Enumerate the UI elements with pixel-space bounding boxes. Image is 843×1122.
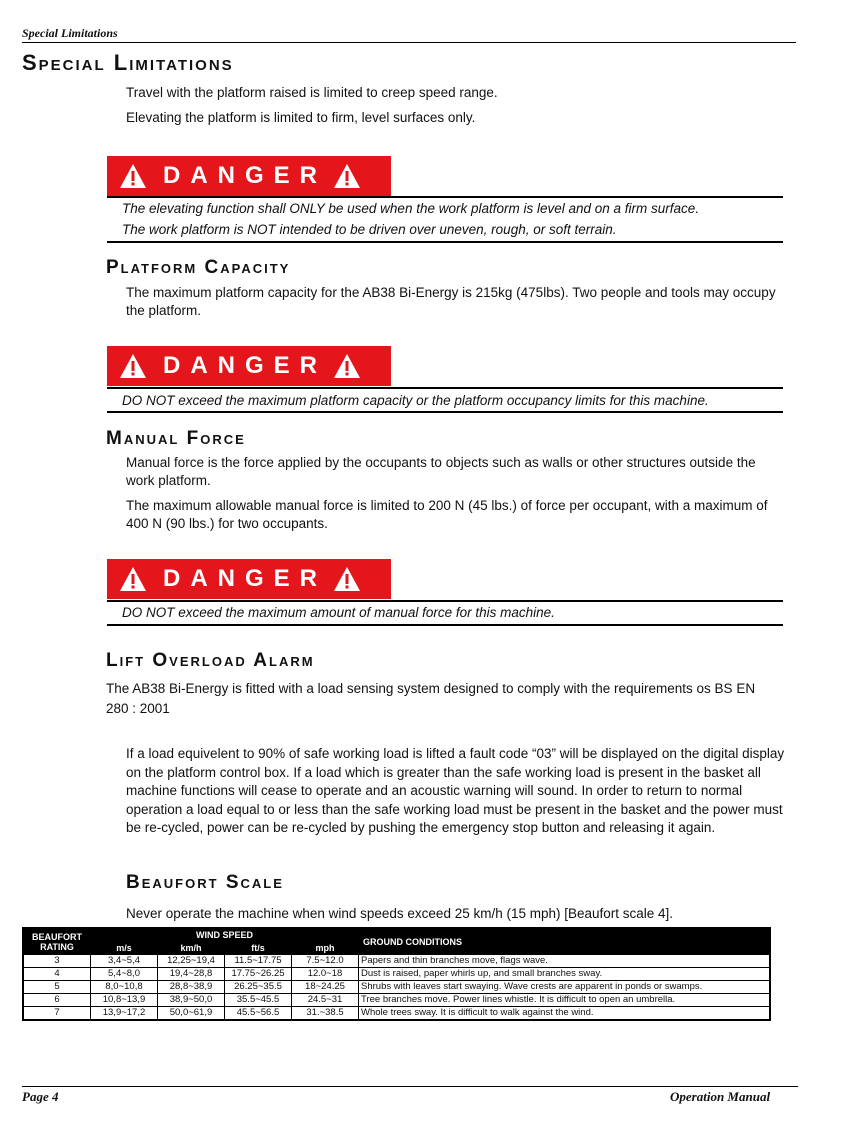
manual-force-p1: Manual force is the force applied by the occupants to objects such as walls or other structures outside the work platform. — [126, 455, 756, 488]
section-heading-lift-overload: Lift Overload Alarm — [106, 650, 315, 671]
header-rating-line1: BEAUFORT — [32, 931, 82, 942]
danger1-line2: The work platform is NOT intended to be driven over uneven, rough, or soft terrain. — [122, 222, 617, 237]
table-row — [23, 981, 770, 994]
beaufort-table — [22, 927, 771, 1021]
section-heading-platform-capacity: Platform Capacity — [106, 257, 291, 278]
danger-banner-2 — [107, 346, 391, 386]
platform-capacity-text: The maximum platform capacity for the AB38 Bi-Energy is 215kg (475lbs). Two people and tools may occupy the platform. — [126, 285, 776, 318]
table-header-ground-conditions: GROUND CONDITIONS — [359, 928, 771, 955]
danger-rule-bottom — [107, 241, 783, 243]
beaufort-table-wrap — [22, 927, 771, 1021]
table-header-unit: m/s — [91, 942, 158, 955]
header-rating-line2: RATING — [40, 941, 74, 952]
table-header-wind-speed: WIND SPEED — [91, 928, 359, 942]
table-cell: 5 — [23, 981, 91, 994]
danger-banner-3 — [107, 559, 391, 599]
table-cell: 8,0~10,8 — [91, 981, 158, 994]
table-cell: 31.~38.5 — [292, 1007, 359, 1021]
table-row — [23, 1007, 770, 1021]
danger-label: DANGER — [163, 565, 328, 592]
danger-rule-bottom — [107, 624, 783, 626]
table-cell: 38,9~50,0 — [158, 994, 225, 1007]
intro-p2: Elevating the platform is limited to firm, level surfaces only. — [126, 110, 476, 125]
table-cell: Shrubs with leaves start swaying. Wave crests are apparent in ponds or swamps. — [359, 981, 771, 994]
table-cell: 3,4~5,4 — [91, 955, 158, 968]
warning-triangle-icon — [119, 353, 147, 379]
lift-overload-p2: If a load equivelent to 90% of safe working load is lifted a fault code “03” will be displayed on the digital display on the platform control box. If a load which is greater than the safe working load is present in the basket all machine functions will cease to operate and an acoustic warning will sound. In order to return to normal operation a load equal to or less than the safe working load must be present in the basket and the power must be re-cycled, power can be re-cycled by pushing the emergency stop button and releasing it again. — [126, 746, 785, 835]
table-cell: 12.0~18 — [292, 968, 359, 981]
table-cell: Whole trees sway. It is difficult to walk against the wind. — [359, 1007, 771, 1021]
danger-label: DANGER — [163, 162, 328, 189]
table-cell: 11.5~17.75 — [225, 955, 292, 968]
page-number: Page 4 — [22, 1089, 59, 1104]
table-cell: 19,4~28,8 — [158, 968, 225, 981]
warning-triangle-icon — [333, 163, 361, 189]
table-cell: 10,8~13,9 — [91, 994, 158, 1007]
page-title: Special Limitations — [22, 50, 234, 75]
danger-label: DANGER — [163, 352, 328, 379]
intro-p1: Travel with the platform raised is limited to creep speed range. — [126, 85, 498, 100]
table-cell: 12,25~19,4 — [158, 955, 225, 968]
section-heading-manual-force: Manual Force — [106, 428, 246, 449]
danger3-line1: DO NOT exceed the maximum amount of manual force for this machine. — [122, 605, 555, 620]
table-header-unit: mph — [292, 942, 359, 955]
danger-rule-bottom — [107, 411, 783, 413]
danger2-line1: DO NOT exceed the maximum platform capacity or the platform occupancy limits for this machine. — [122, 393, 709, 408]
footer-rule — [22, 1086, 798, 1087]
footer-manual-title: Operation Manual — [670, 1089, 771, 1104]
table-cell: 7.5~12.0 — [292, 955, 359, 968]
danger1-line1: The elevating function shall ONLY be used when the work platform is level and on a firm surface. — [122, 201, 700, 216]
beaufort-text: Never operate the machine when wind speeds exceed 25 km/h (15 mph) [Beaufort scale 4]. — [126, 906, 674, 921]
manual-force-p2: The maximum allowable manual force is limited to 200 N (45 lbs.) of force per occupant, with a maximum of 400 N (90 lbs.) for two occupants. — [126, 498, 768, 531]
table-cell: 7 — [23, 1007, 91, 1021]
table-cell: 6 — [23, 994, 91, 1007]
running-header: Special Limitations — [22, 26, 118, 40]
table-cell: 13,9~17,2 — [91, 1007, 158, 1021]
table-header-unit: km/h — [158, 942, 225, 955]
table-cell: 50,0~61,9 — [158, 1007, 225, 1021]
warning-triangle-icon — [119, 163, 147, 189]
danger-banner-1 — [107, 156, 391, 196]
header-rule — [22, 42, 796, 43]
table-cell: Papers and thin branches move, flags wave. — [359, 955, 771, 968]
table-header-rating — [23, 928, 91, 955]
table-row — [23, 968, 770, 981]
table-cell: 24.5~31 — [292, 994, 359, 1007]
table-cell: 28,8~38,9 — [158, 981, 225, 994]
lift-overload-p1: The AB38 Bi-Energy is fitted with a load sensing system designed to comply with the requirements os BS EN 280 : 2001 — [106, 681, 756, 716]
table-row — [23, 994, 770, 1007]
warning-triangle-icon — [333, 566, 361, 592]
table-cell: 26.25~35.5 — [225, 981, 292, 994]
table-header-unit: ft/s — [225, 942, 292, 955]
danger-rule-top — [107, 387, 783, 389]
table-cell: Tree branches move. Power lines whistle. It is difficult to open an umbrella. — [359, 994, 771, 1007]
table-row — [23, 955, 770, 968]
table-cell: 18~24.25 — [292, 981, 359, 994]
table-cell: 5,4~8,0 — [91, 968, 158, 981]
warning-triangle-icon — [119, 566, 147, 592]
section-heading-beaufort: Beaufort Scale — [126, 872, 284, 893]
warning-triangle-icon — [333, 353, 361, 379]
table-cell: 3 — [23, 955, 91, 968]
table-cell: 4 — [23, 968, 91, 981]
table-cell: 17.75~26.25 — [225, 968, 292, 981]
table-cell: Dust is raised, paper whirls up, and small branches sway. — [359, 968, 771, 981]
table-cell: 45.5~56.5 — [225, 1007, 292, 1021]
table-cell: 35.5~45.5 — [225, 994, 292, 1007]
